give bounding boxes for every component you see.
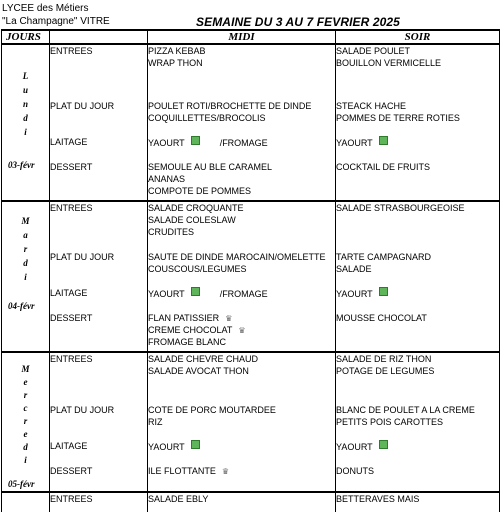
category-label: LAITAGE <box>50 440 148 465</box>
soir-dishes <box>336 440 500 465</box>
soir-dishes <box>336 136 500 161</box>
dish-item <box>148 136 335 148</box>
menu-row-entrees <box>2 352 500 404</box>
soir-dishes <box>336 44 500 100</box>
day-name-mardi <box>2 202 49 284</box>
category-label: ENTREES <box>50 201 148 251</box>
day-letter: M <box>21 216 30 226</box>
day-letter: n <box>22 99 28 109</box>
dish-item: DONUTS <box>336 466 374 476</box>
dish-extra: /FROMAGE <box>219 289 268 299</box>
category-label: ENTREES <box>50 44 148 100</box>
dish-item: SAUTE DE DINDE MAROCAIN/OMELETTE <box>148 252 326 262</box>
dish-item: BOUILLON VERMICELLE <box>336 58 442 68</box>
midi-dishes <box>148 440 336 465</box>
day-date-mercredi: 05-févr <box>8 479 35 489</box>
dish-item <box>148 312 335 324</box>
soir-dishes <box>336 201 500 251</box>
menu-row-dessert <box>2 161 500 201</box>
soir-dishes <box>336 100 500 136</box>
day-letter: c <box>23 403 28 413</box>
menu-row-dessert <box>2 465 500 492</box>
dish-text: CREME CHOCOLAT <box>148 325 233 335</box>
dish-text: YAOURT <box>148 289 185 299</box>
dish-item <box>336 136 499 148</box>
midi-dishes <box>148 287 336 312</box>
category-label: DESSERT <box>50 465 148 492</box>
soir-dishes <box>336 465 500 492</box>
dish-item: POULET ROTI/BROCHETTE DE DINDE <box>148 101 312 111</box>
dish-item: SALADE EBLY <box>148 494 209 504</box>
menu-row-plat <box>2 251 500 287</box>
dish-item <box>148 440 335 452</box>
menu-row-plat <box>2 100 500 136</box>
category-label: DESSERT <box>50 161 148 201</box>
day-cell-next <box>2 492 50 512</box>
school-name <box>2 2 110 28</box>
dish-item <box>336 287 499 299</box>
menu-table <box>1 29 500 512</box>
menu-row-laitage <box>2 440 500 465</box>
menu-row-laitage <box>2 136 500 161</box>
dish-item: CRUDITES <box>148 227 195 237</box>
dish-item: COUSCOUS/LEGUMES <box>148 264 247 274</box>
day-letter: e <box>23 429 28 439</box>
soir-dishes <box>336 251 500 287</box>
dish-text: YAOURT <box>336 289 373 299</box>
column-header-jours: JOURS <box>2 30 50 44</box>
dish-text: ILE FLOTTANTE <box>148 466 216 476</box>
soir-dishes <box>336 287 500 312</box>
menu-row-entrees <box>2 201 500 251</box>
chef-hat-icon: ♛ <box>221 467 230 476</box>
green-leaf-icon <box>191 136 200 145</box>
day-letter: i <box>24 455 27 465</box>
dish-item: BLANC DE POULET A LA CREME <box>336 405 475 415</box>
dish-item: WRAP THON <box>148 58 203 68</box>
day-letter: r <box>23 244 28 254</box>
category-label: PLAT DU JOUR <box>50 100 148 136</box>
midi-dishes <box>148 44 336 100</box>
menu-header-row <box>2 30 500 44</box>
dish-text: YAOURT <box>148 442 185 452</box>
menu-row-laitage <box>2 287 500 312</box>
soir-dishes <box>336 161 500 201</box>
dish-item: ANANAS <box>148 174 186 184</box>
dish-item: SALADE STRASBOURGEOISE <box>336 203 465 213</box>
green-leaf-icon <box>191 287 200 296</box>
day-letter: i <box>24 272 27 282</box>
dish-item: STEACK HACHE <box>336 101 407 111</box>
midi-dishes <box>148 201 336 251</box>
dish-text: YAOURT <box>148 138 185 148</box>
midi-dishes <box>148 404 336 440</box>
chef-hat-icon: ♛ <box>225 314 233 323</box>
dish-item <box>148 465 335 477</box>
dish-item: TARTE CAMPAGNARD <box>336 252 432 262</box>
soir-dishes <box>336 312 500 352</box>
day-date-lundi: 03-févr <box>8 160 35 170</box>
soir-dishes <box>336 352 500 404</box>
menu-row-entrees <box>2 492 500 512</box>
day-letter: d <box>23 442 28 452</box>
category-label: PLAT DU JOUR <box>50 404 148 440</box>
green-leaf-icon <box>191 440 200 449</box>
dish-item: PIZZA KEBAB <box>148 46 206 56</box>
midi-dishes <box>148 100 336 136</box>
day-name-lundi <box>2 45 49 139</box>
day-letter: r <box>23 390 28 400</box>
week-title: SEMAINE DU 3 AU 7 FEVRIER 2025 <box>196 15 400 29</box>
midi-dishes <box>148 312 336 352</box>
dish-item: POTAGE DE LEGUMES <box>336 366 435 376</box>
chef-hat-icon: ♛ <box>238 326 246 335</box>
day-letter: d <box>23 258 28 268</box>
dish-item: SALADE AVOCAT THON <box>148 366 249 376</box>
dish-item: PETITS POIS CAROTTES <box>336 417 444 427</box>
midi-dishes <box>148 251 336 287</box>
dish-item: SALADE DE RIZ THON <box>336 354 432 364</box>
column-header-empty <box>50 30 148 44</box>
dish-text: YAOURT <box>336 442 373 452</box>
day-cell-lundi <box>2 44 50 201</box>
midi-dishes <box>148 136 336 161</box>
school-name-line2: "La Champagne" VITRE <box>2 16 110 27</box>
midi-dishes <box>148 492 336 512</box>
dish-item: POMMES DE TERRE ROTIES <box>336 113 460 123</box>
dish-item: COQUILLETTES/BROCOLIS <box>148 113 266 123</box>
soir-dishes <box>336 404 500 440</box>
dish-item: BETTERAVES MAIS <box>336 494 420 504</box>
green-leaf-icon <box>379 440 388 449</box>
dish-item: MOUSSE CHOCOLAT <box>336 313 427 323</box>
day-date-mardi: 04-févr <box>8 301 35 311</box>
category-label: LAITAGE <box>50 287 148 312</box>
column-header-midi: MIDI <box>148 30 336 44</box>
dish-item: SEMOULE AU BLE CARAMEL <box>148 162 273 172</box>
dish-item: RIZ <box>148 417 163 427</box>
green-leaf-icon <box>379 287 388 296</box>
dish-item <box>148 324 335 336</box>
dish-item: COCKTAIL DE FRUITS <box>336 162 431 172</box>
green-leaf-icon <box>379 136 388 145</box>
dish-item: FROMAGE BLANC <box>148 337 227 347</box>
day-letter: a <box>23 230 28 240</box>
category-label: LAITAGE <box>50 136 148 161</box>
menu-row-dessert <box>2 312 500 352</box>
midi-dishes <box>148 161 336 201</box>
dish-item: COTE DE PORC MOUTARDEE <box>148 405 276 415</box>
dish-item: SALADE COLESLAW <box>148 215 236 225</box>
dish-item: COMPOTE DE POMMES <box>148 186 252 196</box>
school-name-line1: LYCEE des Métiers <box>2 3 89 14</box>
menu-row-plat <box>2 404 500 440</box>
day-letter: r <box>23 416 28 426</box>
day-cell-mercredi <box>2 352 50 492</box>
menu-row-entrees <box>2 44 500 100</box>
day-letter: e <box>23 377 28 387</box>
dish-item: SALADE CROQUANTE <box>148 203 244 213</box>
category-label: PLAT DU JOUR <box>50 251 148 287</box>
day-letter: L <box>22 71 29 81</box>
dish-item <box>148 287 335 299</box>
day-letter: M <box>21 364 30 374</box>
dish-item: SALADE POULET <box>336 46 411 56</box>
soir-dishes <box>336 492 500 512</box>
midi-dishes <box>148 465 336 492</box>
dish-extra: /FROMAGE <box>219 138 268 148</box>
day-letter: i <box>24 127 27 137</box>
day-letter: d <box>23 113 28 123</box>
column-header-soir: SOIR <box>336 30 500 44</box>
dish-item: SALADE <box>336 264 372 274</box>
midi-dishes <box>148 352 336 404</box>
category-label: ENTREES <box>50 492 148 512</box>
dish-text: YAOURT <box>336 138 373 148</box>
dish-text: FLAN PATISSIER <box>148 313 220 323</box>
dish-item: SALADE CHEVRE CHAUD <box>148 354 259 364</box>
day-name-mercredi <box>2 353 49 467</box>
category-label: DESSERT <box>50 312 148 352</box>
day-letter: u <box>22 85 28 95</box>
category-label: ENTREES <box>50 352 148 404</box>
day-cell-mardi <box>2 201 50 352</box>
dish-item <box>336 440 499 452</box>
